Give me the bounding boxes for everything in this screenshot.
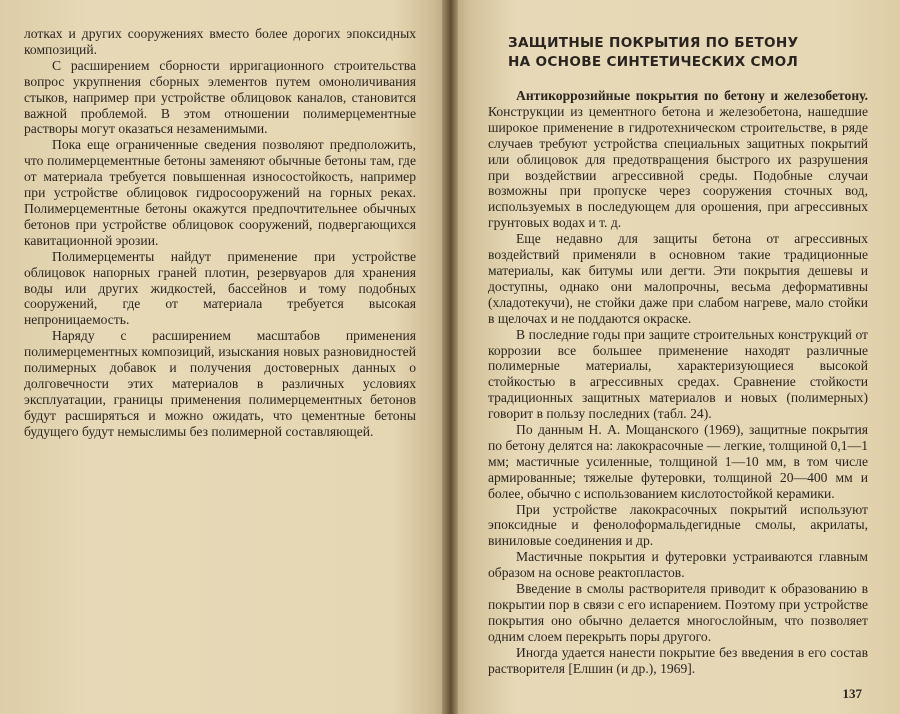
right-page-text xyxy=(488,34,868,677)
lead-text: Конструкции из цементного бетона и железобетона, нашедшие широкое применение в гидротехническом строительстве, в ряде случаев требуют устройства специальных защитных покрытий или облицовок для предотвращения быстрого их разрушения при воздействии агрессивной среды. Подобные случаи возможны при пропуске через сооружения сточных вод, используемых в последующем для орошения, при агрессивных грунтовых водах и т. д. xyxy=(488,103,868,231)
paragraph: При устройстве лакокрасочных покрытий используют эпоксидные и фенолоформальдегидные смолы, акрилаты, виниловые соединения и др. xyxy=(488,501,868,549)
section-heading-line-2: НА ОСНОВЕ СИНТЕТИЧЕСКИХ СМОЛ xyxy=(508,54,799,70)
paragraph: В последние годы при защите строительных конструкций от коррозии все большее применение находят различные полимерные материалы, характеризующиеся высокой стойкостью в агрессивных средах. Сравнение стойкости традиционных защитных материалов и новых (полимерных) говорит в пользу последних (табл. 24). xyxy=(488,326,868,422)
right-page xyxy=(453,0,900,714)
paragraph: Введение в смолы растворителя приводит к образованию в покрытии пор в связи с его испарением. Поэтому при устройстве покрытия оно обычно делается многослойным, что позволяет одним слоем перекрыть поры другого. xyxy=(488,581,868,644)
paragraph: С расширением сборности ирригационного строительства вопрос укрупнения сборных элементов путем омоноличивания стыков, например при устройстве облицовок каналов, становится важной проблемой. В этом отношении полимерцементные растворы могут оказаться незаменимыми. xyxy=(24,57,416,137)
left-page xyxy=(0,0,447,714)
left-page-text xyxy=(24,26,416,440)
book-gutter xyxy=(442,0,458,714)
paragraph: Пока еще ограниченные сведения позволяют предположить, что полимерцементные бетоны заменяют обычные бетоны там, где от материала требуется повышенная износостойкость, например при устройстве облицовок гидросооружений на горных реках. Полимерцементные бетоны окажутся предпочтительнее обычных бетонов при устройстве облицовок сооружений, подвергающихся кавитационной эрозии. xyxy=(24,137,416,248)
paragraph: Еще недавно для защиты бетона от агрессивных воздействий применяли в основном такие традиционные материалы, как битумы или дегти. Эти покрытия дешевы и доступны, однако они малопрочны, весьма деформативны (хладотекучи), не стойки даже при слабом нагреве, мало стойки в щелочах и не поддаются окраске. xyxy=(488,231,868,326)
section-heading-line-1: ЗАЩИТНЫЕ ПОКРЫТИЯ ПО БЕТОНУ xyxy=(508,35,799,51)
paragraph: Полимерцементы найдут применение при устройстве облицовок напорных граней плотин, резервуаров для хранения воды или других жидкостей, бассейнов и тому подобных сооружений, где от материала требуется высокая непроницаемость. xyxy=(24,248,416,328)
paragraph: По данным Н. А. Мощанского (1969), защитные покрытия по бетону делятся на: лакокрасочные — легкие, толщиной 0,1—1 мм; мастичные усиленные, толщиной 1—10 мм, в том числе армированные; тяжелые футеровки, толщиной 20—400 мм и более, обычно с использованием кислотостойкой керамики. xyxy=(488,422,868,501)
lead-bold-phrase: Антикоррозийные покрытия по бетону и железобетону. xyxy=(516,88,868,103)
page-number: 137 xyxy=(842,686,862,701)
paragraph: Мастичные покрытия и футеровки устраиваются главным образом на основе реактопластов. xyxy=(488,549,868,581)
paragraph: Иногда удается нанести покрытие без введения в его состав растворителя [Елшин (и др.), 1969]. xyxy=(488,644,868,676)
section-heading xyxy=(508,34,868,72)
paragraph: Наряду с расширением масштабов применения полимерцементных композиций, изыскания новых разновидностей полимерных добавок и получения достоверных данных о долговечности этих материалов в различных условиях эксплуатации, границы применения полимерцементных бетонов будут расширяться и можно ожидать, что цементные бетоны будущего будут немыслимы без полимерной составляющей. xyxy=(24,328,416,439)
lead-paragraph xyxy=(488,88,868,231)
paragraph: лотках и других сооружениях вместо более дорогих эпоксидных композиций. xyxy=(24,26,416,57)
